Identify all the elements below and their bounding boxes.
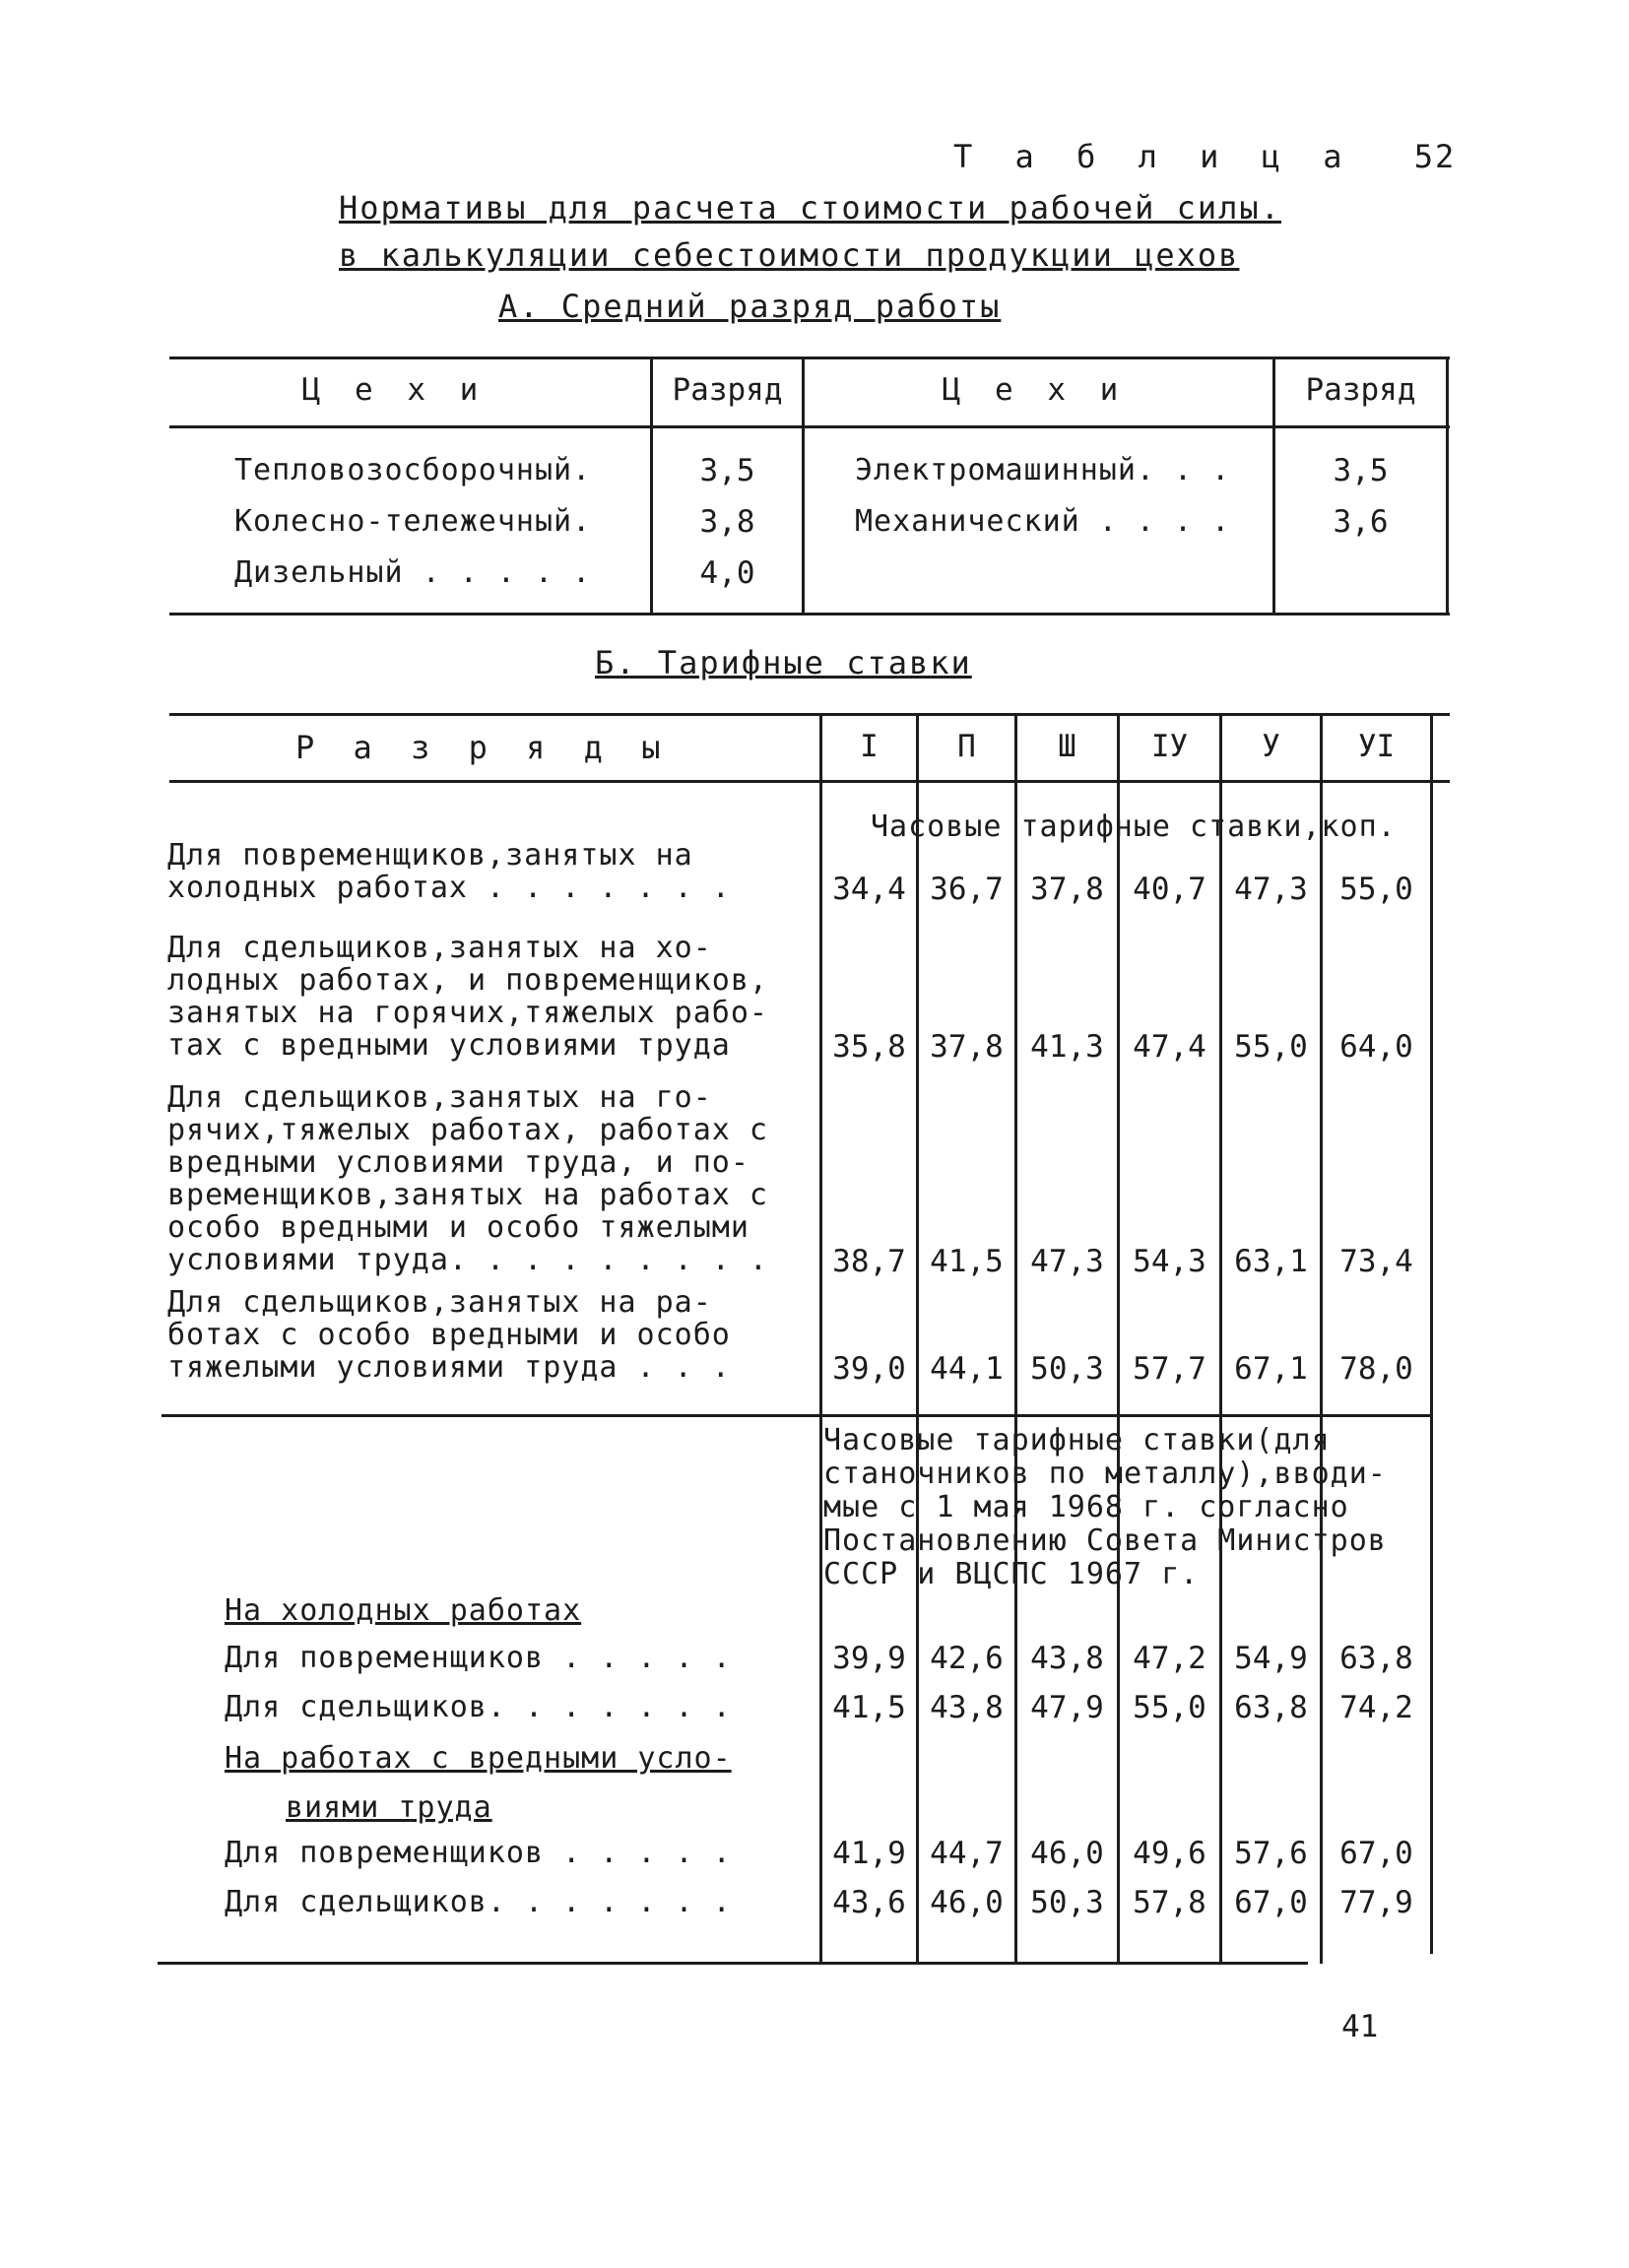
table-a-grade: 3,8 [699,504,755,540]
title-line-1: Нормативы для расчета стоимости рабочей силы. [339,189,1281,227]
rate-value: 34,4 [832,872,906,907]
grade-header: IУ [1150,729,1189,764]
rate-value: 46,0 [1030,1836,1104,1871]
table-a-header: Разряд [1305,372,1416,408]
rate-value: 47,3 [1234,872,1308,907]
table-a-divider [1446,356,1449,615]
rate-row-label: Для сдельщиков. . . . . . . [225,1690,732,1724]
rate-row-description: Для сдельщиков,занятых на хо- лодных работах, и повременщиков, занятых на горячих,тяжелых рабо- тах с вредными условиями труда [167,931,768,1063]
rate-value: 44,7 [930,1836,1004,1871]
subheader-hourly-rates: Часовые тарифные ставки,коп. [871,810,1397,844]
table-b-header-label: Р а з р я д ы [295,729,671,766]
rate-value: 64,0 [1339,1029,1413,1065]
table-a-shop: Тепловозосборочный. [234,453,592,487]
rate-value: 47,3 [1030,1244,1104,1279]
group-harmful-title-line1: На работах с вредными усло- [225,1741,732,1776]
rate-value: 41,3 [1030,1029,1104,1065]
grade-header: I [860,729,879,764]
table-b-bottom-line [158,1962,1308,1965]
rate-value: 46,0 [930,1885,1004,1920]
rate-value: 43,6 [832,1885,906,1920]
rate-value: 50,3 [1030,1885,1104,1920]
table-a-header: Ц е х и [942,372,1127,408]
grade-header: У [1262,729,1280,764]
rate-value: 63,8 [1339,1641,1413,1676]
rate-value: 41,5 [832,1690,906,1725]
rate-value: 40,7 [1133,872,1206,907]
grade-header: УI [1357,729,1396,764]
rate-value: 43,8 [1030,1641,1104,1676]
table-a-shop: Колесно-тележечный. [234,504,592,539]
table-a-grade: 4,0 [699,555,755,591]
table-word: Т а б л и ц а [953,138,1354,175]
table-b-col-line [1430,713,1433,1954]
table-b-mid-line [162,1414,1432,1417]
rate-value: 57,7 [1133,1351,1206,1387]
rate-value: 37,8 [930,1029,1004,1065]
grade-header: П [957,729,976,764]
table-b-header-line [169,780,1450,783]
title-line-2: в калькуляции себестоимости продукции цехов [339,236,1240,274]
table-b-top-line [169,713,1450,716]
table-a-grade: 3,6 [1333,504,1389,540]
table-number: 52 [1413,138,1457,175]
group-harmful-title-line2: виями труда [286,1790,492,1825]
rate-value: 37,8 [1030,872,1104,907]
grade-header: Ш [1058,729,1076,764]
table-a-shop: Механический . . . . [855,504,1231,539]
rate-value: 43,8 [930,1690,1004,1725]
section-a-title: А. Средний разряд работы [498,288,1002,325]
rate-value: 42,6 [930,1641,1004,1676]
rate-value: 55,0 [1133,1690,1206,1725]
subheader-machine-operators: Часовые тарифные ставки(для станочников по металлу),вводи- мые с 1 мая 1968 г. согласно Постановлению Совета Министров СССР и ВЦСПС 1967 г. [823,1423,1387,1591]
rate-value: 54,3 [1133,1244,1206,1279]
rate-value: 39,9 [832,1641,906,1676]
rate-value: 63,1 [1234,1244,1308,1279]
rate-value: 38,7 [832,1244,906,1279]
rate-row-label: Для сдельщиков. . . . . . . [225,1885,732,1919]
rate-row-label: Для повременщиков . . . . . [225,1641,732,1675]
table-a-grade: 3,5 [1333,453,1389,488]
rate-value: 50,3 [1030,1351,1104,1387]
rate-value: 63,8 [1234,1690,1308,1725]
table-a-shop: Дизельный . . . . . [234,555,592,590]
table-a-header: Разряд [672,372,783,408]
rate-value: 67,1 [1234,1351,1308,1387]
rate-value: 41,9 [832,1836,906,1871]
rate-value: 49,6 [1133,1836,1206,1871]
rate-value: 57,8 [1133,1885,1206,1920]
table-a-top-line [169,356,1450,359]
table-a-header: Ц е х и [301,372,487,408]
table-a-bottom-line [169,613,1450,616]
rate-value: 54,9 [1234,1641,1308,1676]
table-a-shop: Электромашинный. . . [855,453,1231,487]
rate-value: 77,9 [1339,1885,1413,1920]
rate-row-description: Для повременщиков,занятых на холодных работах . . . . . . . [167,838,731,905]
rate-value: 44,1 [930,1351,1004,1387]
rate-value: 41,5 [930,1244,1004,1279]
section-b-title: Б. Тарифные ставки [595,644,972,681]
rate-value: 35,8 [832,1029,906,1065]
rate-value: 36,7 [930,872,1004,907]
rate-value: 73,4 [1339,1244,1413,1279]
group-cold-work-title: На холодных работах [225,1593,582,1628]
rate-value: 47,9 [1030,1690,1104,1725]
table-a-divider [802,356,805,615]
rate-value: 74,2 [1339,1690,1413,1725]
rate-value: 67,0 [1234,1885,1308,1920]
rate-row-description: Для сдельщиков,занятых на го- рячих,тяжелых работах, работах с вредными условиями труда, и по- временщиков,занятых на работах с особо вредными и особо тяжелыми условиями труда. . . . . . . . . [167,1080,768,1277]
table-caption [953,138,1456,175]
rate-value: 67,0 [1339,1836,1413,1871]
rate-value: 55,0 [1234,1029,1308,1065]
table-a-header-line [169,425,1450,428]
rate-row-description: Для сдельщиков,занятых на ра- ботах с особо вредными и особо тяжелыми условиями труда . . . [167,1285,731,1385]
rate-value: 39,0 [832,1351,906,1387]
table-a-grade: 3,5 [699,453,755,488]
page-number: 41 [1341,2009,1379,2044]
rate-value: 47,2 [1133,1641,1206,1676]
rate-value: 47,4 [1133,1029,1206,1065]
rate-value: 57,6 [1234,1836,1308,1871]
rate-value: 55,0 [1339,872,1413,907]
rate-value: 78,0 [1339,1351,1413,1387]
rate-row-label: Для повременщиков . . . . . [225,1836,732,1870]
